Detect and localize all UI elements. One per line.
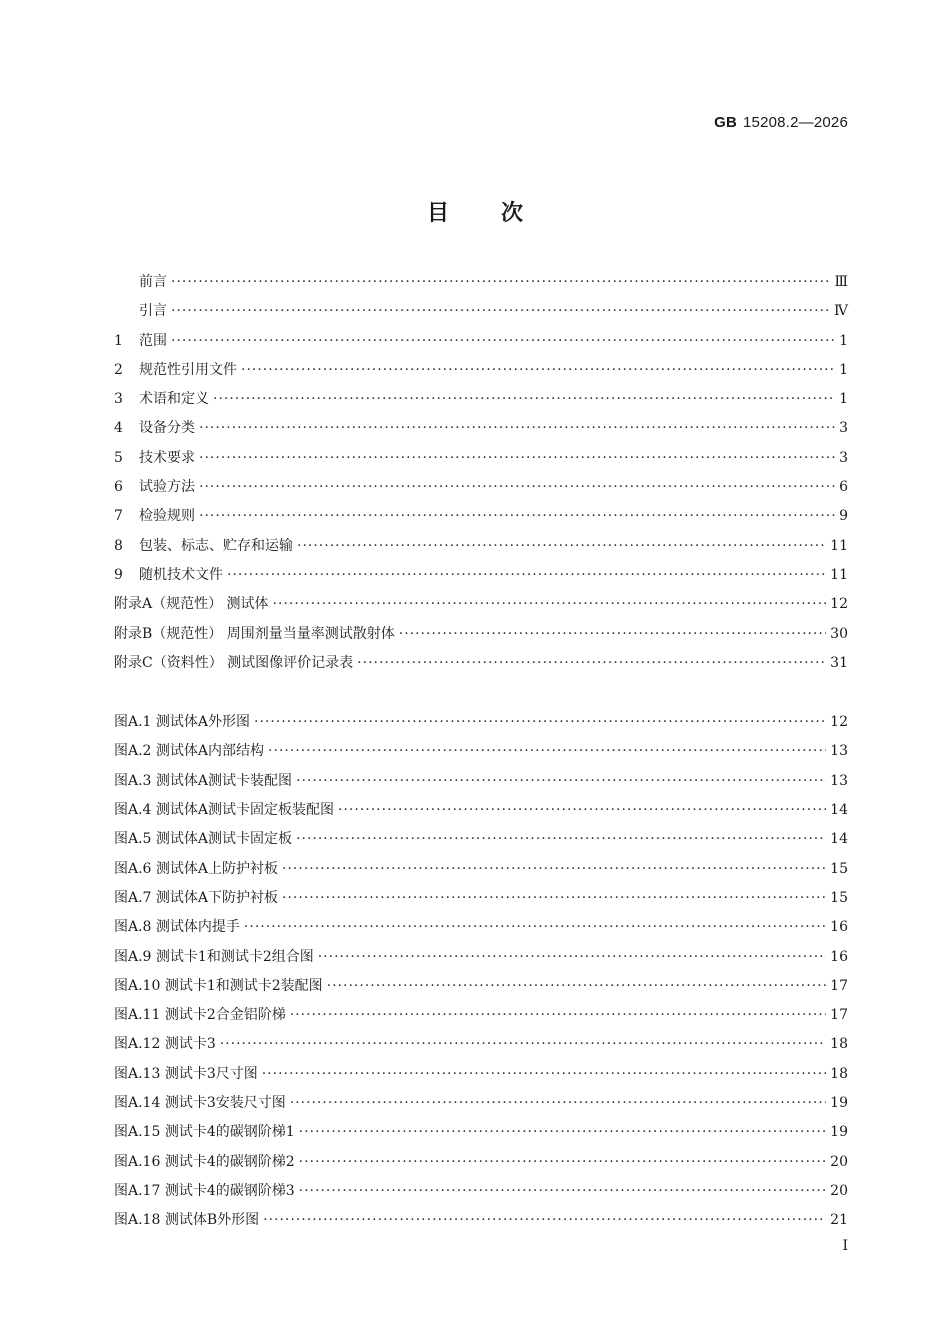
toc-entry-number: 2 bbox=[114, 361, 123, 378]
toc-entry-label: 附录B（规范性） 周围剂量当量率测试散射体 bbox=[114, 625, 395, 642]
toc-entry-number: 3 bbox=[114, 391, 123, 408]
figure-entry-label: 图A.2 测试体A内部结构 bbox=[114, 743, 265, 760]
toc-entry[interactable] bbox=[114, 502, 848, 531]
standard-number: 15208.2—2026 bbox=[743, 114, 848, 131]
figure-entry-page: 15 bbox=[830, 889, 848, 906]
figure-entry-page: 18 bbox=[830, 1036, 848, 1053]
figure-entry[interactable] bbox=[114, 1206, 848, 1235]
figure-entry-page: 12 bbox=[830, 714, 848, 731]
figure-entry-label: 图A.6 测试体A上防护衬板 bbox=[114, 860, 279, 877]
figure-entry-label: 图A.14 测试卡3安装尺寸图 bbox=[114, 1095, 286, 1112]
toc-entry-label: 前言 bbox=[139, 274, 167, 290]
figure-entry[interactable] bbox=[114, 796, 848, 825]
toc-entry-number: 5 bbox=[114, 449, 123, 466]
toc-entry[interactable] bbox=[114, 590, 848, 619]
toc-entry-page: 1 bbox=[839, 332, 848, 349]
dot-leader bbox=[282, 855, 826, 884]
figure-entry-label: 图A.11 测试卡2合金铝阶梯 bbox=[114, 1007, 286, 1024]
figure-entry[interactable] bbox=[114, 825, 848, 854]
dot-leader bbox=[338, 796, 826, 825]
toc-entry-label: 检验规则 bbox=[139, 508, 195, 525]
figure-entry-page: 20 bbox=[830, 1153, 848, 1170]
figure-entry[interactable] bbox=[114, 855, 848, 884]
figure-entry[interactable] bbox=[114, 1177, 848, 1206]
toc-entry-number: 6 bbox=[114, 479, 123, 496]
figure-entry-label: 图A.13 测试卡3尺寸图 bbox=[114, 1065, 258, 1082]
toc-entry-label: 随机技术文件 bbox=[139, 566, 223, 583]
toc-entry-page: 1 bbox=[839, 361, 848, 378]
dot-leader bbox=[213, 385, 835, 414]
toc-entry-page: 3 bbox=[839, 449, 848, 466]
toc-entry-label: 范围 bbox=[139, 332, 167, 349]
dot-leader bbox=[227, 561, 826, 590]
dot-leader bbox=[244, 913, 826, 942]
dot-leader bbox=[254, 708, 826, 737]
toc-entry-number: 4 bbox=[114, 420, 123, 437]
table-of-contents bbox=[114, 268, 848, 1236]
figure-entry-page: 20 bbox=[830, 1182, 848, 1199]
toc-entry[interactable] bbox=[114, 268, 848, 297]
dot-leader bbox=[171, 327, 835, 356]
figure-entry[interactable] bbox=[114, 1060, 848, 1089]
dot-leader bbox=[290, 1001, 826, 1030]
toc-entry[interactable] bbox=[114, 561, 848, 590]
figure-entry-label: 图A.10 测试卡1和测试卡2装配图 bbox=[114, 977, 323, 994]
figure-entry[interactable] bbox=[114, 1030, 848, 1059]
figure-entry-page: 19 bbox=[830, 1124, 848, 1141]
dot-leader bbox=[199, 414, 835, 443]
figure-entry-label: 图A.9 测试卡1和测试卡2组合图 bbox=[114, 948, 314, 965]
toc-entry-number: 9 bbox=[114, 566, 123, 583]
toc-entry-label: 附录C（资料性） 测试图像评价记录表 bbox=[114, 654, 354, 671]
figure-entry-page: 14 bbox=[830, 831, 848, 848]
figure-entry[interactable] bbox=[114, 767, 848, 796]
figure-entry-page: 13 bbox=[830, 743, 848, 760]
toc-entry[interactable] bbox=[114, 473, 848, 502]
figure-entry-label: 图A.16 测试卡4的碳钢阶梯2 bbox=[114, 1153, 295, 1170]
toc-entry-label: 规范性引用文件 bbox=[139, 361, 237, 378]
toc-entry[interactable] bbox=[114, 356, 848, 385]
figure-entry-page: 13 bbox=[830, 772, 848, 789]
dot-leader bbox=[171, 297, 830, 326]
toc-entry-page: 1 bbox=[839, 391, 848, 408]
toc-entry[interactable] bbox=[114, 444, 848, 473]
figure-entry-page: 14 bbox=[830, 802, 848, 819]
toc-entry-page: 3 bbox=[839, 420, 848, 437]
figure-entry-label: 图A.3 测试体A测试卡装配图 bbox=[114, 772, 293, 789]
toc-entry[interactable] bbox=[114, 649, 848, 678]
figure-entry-page: 18 bbox=[830, 1065, 848, 1082]
toc-entry[interactable] bbox=[114, 385, 848, 414]
toc-entry-label: 试验方法 bbox=[139, 479, 195, 496]
dot-leader bbox=[318, 943, 826, 972]
figure-entry-page: 17 bbox=[830, 977, 848, 994]
dot-leader bbox=[220, 1030, 826, 1059]
figure-entry[interactable] bbox=[114, 708, 848, 737]
toc-entry-page: 31 bbox=[830, 654, 848, 671]
dot-leader bbox=[399, 620, 826, 649]
dot-leader bbox=[171, 268, 830, 297]
toc-entry-label: 包装、标志、贮存和运输 bbox=[139, 537, 293, 554]
standard-prefix: GB bbox=[714, 114, 737, 131]
figure-entry-label: 图A.8 测试体内提手 bbox=[114, 919, 240, 936]
dot-leader bbox=[299, 1148, 827, 1177]
figure-entry-page: 15 bbox=[830, 860, 848, 877]
dot-leader bbox=[282, 884, 826, 913]
page-title: 目次 bbox=[426, 200, 575, 226]
toc-entry-page: 30 bbox=[830, 625, 848, 642]
dot-leader bbox=[299, 1118, 827, 1147]
figure-entry[interactable] bbox=[114, 1148, 848, 1177]
toc-entry-number: 7 bbox=[114, 508, 123, 525]
dot-leader bbox=[357, 649, 826, 678]
figure-entry-label: 图A.18 测试体B外形图 bbox=[114, 1212, 260, 1229]
toc-entry-label: 附录A（规范性） 测试体 bbox=[114, 596, 269, 613]
dot-leader bbox=[268, 737, 826, 766]
figure-entry[interactable] bbox=[114, 1118, 848, 1147]
dot-leader bbox=[273, 590, 827, 619]
figure-entry[interactable] bbox=[114, 884, 848, 913]
figure-entry-page: 16 bbox=[830, 919, 848, 936]
figure-entry-label: 图A.15 测试卡4的碳钢阶梯1 bbox=[114, 1124, 295, 1141]
toc-entry[interactable] bbox=[114, 327, 848, 356]
toc-entry-label: 术语和定义 bbox=[139, 391, 209, 408]
dot-leader bbox=[327, 972, 827, 1001]
figure-entry-label: 图A.17 测试卡4的碳钢阶梯3 bbox=[114, 1182, 295, 1199]
figure-entry[interactable] bbox=[114, 737, 848, 766]
toc-entry-label: 技术要求 bbox=[139, 449, 195, 466]
dot-leader bbox=[263, 1206, 826, 1235]
toc-entry[interactable] bbox=[114, 532, 848, 561]
figure-entry[interactable] bbox=[114, 1089, 848, 1118]
toc-entry-number: 1 bbox=[114, 332, 123, 349]
dot-leader bbox=[296, 767, 826, 796]
figure-entry-page: 21 bbox=[830, 1212, 848, 1229]
toc-entry-page: Ⅲ bbox=[834, 274, 848, 290]
toc-entry-label: 设备分类 bbox=[139, 420, 195, 437]
figure-entry-label: 图A.12 测试卡3 bbox=[114, 1036, 216, 1053]
dot-leader bbox=[241, 356, 835, 385]
dot-leader bbox=[299, 1177, 827, 1206]
dot-leader bbox=[290, 1089, 826, 1118]
figure-entry-page: 16 bbox=[830, 948, 848, 965]
figure-entry-label: 图A.5 测试体A测试卡固定板 bbox=[114, 831, 293, 848]
toc-entry[interactable] bbox=[114, 620, 848, 649]
figure-entry[interactable] bbox=[114, 972, 848, 1001]
toc-entry-page: 11 bbox=[830, 537, 848, 554]
figure-entry[interactable] bbox=[114, 1001, 848, 1030]
toc-entry-page: 12 bbox=[830, 596, 848, 613]
dot-leader bbox=[297, 532, 826, 561]
standard-code bbox=[714, 114, 848, 131]
toc-entry-label: 引言 bbox=[139, 303, 167, 320]
dot-leader bbox=[262, 1060, 826, 1089]
toc-entry-page: 11 bbox=[830, 566, 848, 583]
figure-entry-page: 17 bbox=[830, 1007, 848, 1024]
toc-entry-number: 8 bbox=[114, 537, 123, 554]
toc-entry-page: Ⅳ bbox=[834, 303, 848, 320]
dot-leader bbox=[296, 825, 826, 854]
figure-entry[interactable] bbox=[114, 913, 848, 942]
toc-entry[interactable] bbox=[114, 414, 848, 443]
dot-leader bbox=[199, 502, 835, 531]
figure-entry-label: 图A.4 测试体A测试卡固定板装配图 bbox=[114, 802, 335, 819]
figure-entry-label: 图A.1 测试体A外形图 bbox=[114, 714, 251, 731]
toc-entry[interactable] bbox=[114, 297, 848, 326]
page-number: Ⅰ bbox=[842, 1238, 848, 1254]
figure-entry-label: 图A.7 测试体A下防护衬板 bbox=[114, 889, 279, 906]
dot-leader bbox=[199, 444, 835, 473]
figure-entry[interactable] bbox=[114, 943, 848, 972]
toc-entry-page: 9 bbox=[839, 508, 848, 525]
dot-leader bbox=[199, 473, 835, 502]
toc-entry-page: 6 bbox=[839, 479, 848, 496]
figure-entry-page: 19 bbox=[830, 1095, 848, 1112]
